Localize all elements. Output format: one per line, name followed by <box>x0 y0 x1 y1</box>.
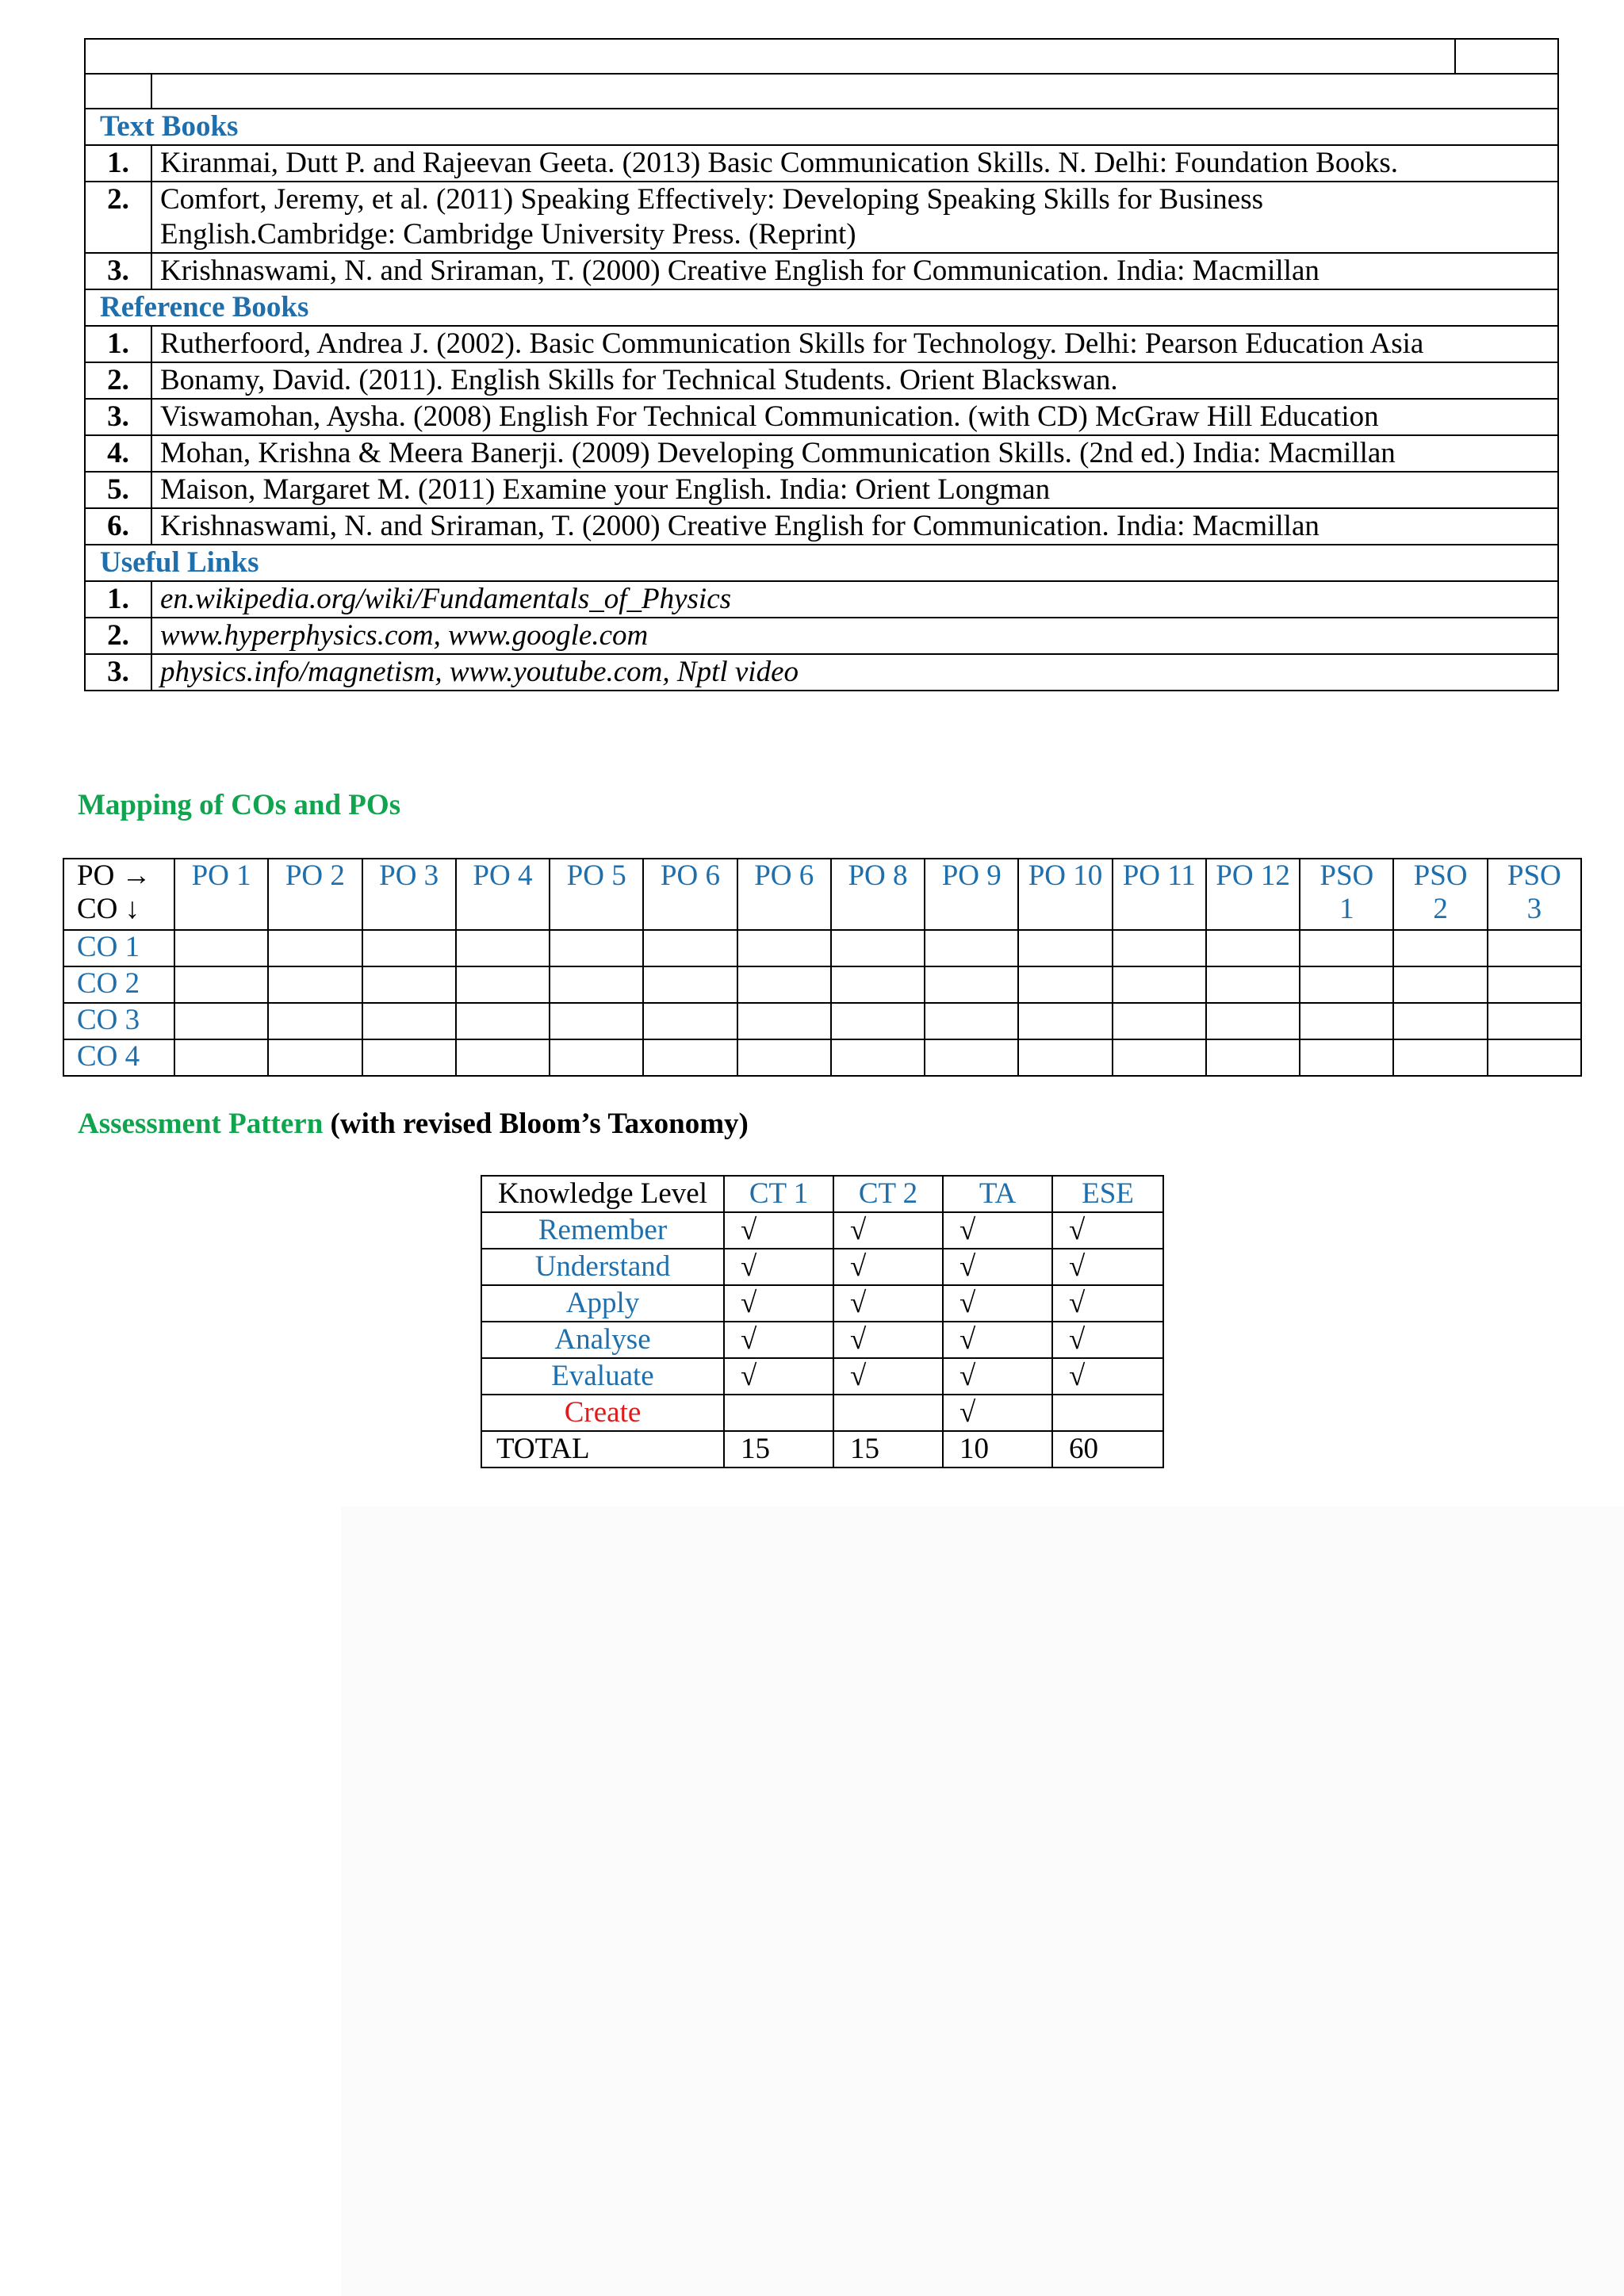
mapping-column-header: PO 11 <box>1113 859 1206 930</box>
co-axis-label: CO ↓ <box>77 893 140 925</box>
row-number: 3. <box>85 654 151 691</box>
mapping-row <box>63 1039 1581 1076</box>
co-label: CO 2 <box>63 966 174 1003</box>
mapping-corner-cell <box>63 859 174 930</box>
check-mark: √ <box>943 1285 1052 1322</box>
check-mark <box>724 1395 833 1431</box>
assessment-row <box>481 1249 1163 1285</box>
mapping-column-header: PSO 1 <box>1300 859 1393 930</box>
reference-books-heading: Reference Books <box>85 289 1558 326</box>
check-mark <box>1052 1395 1163 1431</box>
mapping-column-header: PO 3 <box>362 859 456 930</box>
useful-link-row <box>85 581 1558 618</box>
blank-row-top <box>85 39 1558 74</box>
row-number: 3. <box>85 399 151 435</box>
assessment-row <box>481 1285 1163 1322</box>
knowledge-level: Analyse <box>481 1322 724 1358</box>
mapping-column-header: PO 4 <box>456 859 550 930</box>
book-citation: Kiranmai, Dutt P. and Rajeevan Geeta. (2013) Basic Communication Skills. N. Delhi: Foundation Books. <box>151 145 1558 182</box>
row-number: 2. <box>85 182 151 253</box>
assessment-row <box>481 1358 1163 1395</box>
book-citation: Mohan, Krishna & Meera Banerji. (2009) Developing Communication Skills. (2nd ed.) India: Macmillan <box>151 435 1558 472</box>
assessment-heading-title: Assessment Pattern <box>78 1108 324 1140</box>
assessment-header-row <box>481 1176 1163 1212</box>
row-number: 2. <box>85 362 151 399</box>
mapping-column-header: PO 12 <box>1206 859 1300 930</box>
check-mark: √ <box>833 1249 943 1285</box>
knowledge-level-header: Knowledge Level <box>481 1176 724 1212</box>
check-mark <box>833 1395 943 1431</box>
mapping-column-header: PO 10 <box>1018 859 1112 930</box>
text-book-row <box>85 182 1558 253</box>
mapping-row <box>63 930 1581 966</box>
text-books-heading: Text Books <box>85 109 1558 145</box>
co-label: CO 3 <box>63 1003 174 1039</box>
check-mark: √ <box>1052 1358 1163 1395</box>
total-value: 15 <box>724 1431 833 1468</box>
knowledge-level: Understand <box>481 1249 724 1285</box>
mapping-column-header: PO 9 <box>925 859 1018 930</box>
citation-line: Comfort, Jeremy, et al. (2011) Speaking Effectively: Developing Speaking Skills for Business <box>160 183 1264 216</box>
co-label: CO 4 <box>63 1039 174 1076</box>
po-axis-label: PO → <box>77 859 151 892</box>
column-header: CT 1 <box>724 1176 833 1212</box>
knowledge-level: Evaluate <box>481 1358 724 1395</box>
assessment-heading <box>78 1107 749 1142</box>
mapping-column-header: PO 8 <box>831 859 925 930</box>
book-citation: Rutherfoord, Andrea J. (2002). Basic Communication Skills for Technology. Delhi: Pearson Education Asia <box>151 326 1558 362</box>
book-citation: Viswamohan, Aysha. (2008) English For Technical Communication. (with CD) McGraw Hill Education <box>151 399 1558 435</box>
mapping-column-header: PO 6 <box>737 859 831 930</box>
assessment-row <box>481 1212 1163 1249</box>
reference-book-row <box>85 472 1558 508</box>
mapping-heading: Mapping of COs and POs <box>78 789 401 821</box>
check-mark: √ <box>833 1358 943 1395</box>
assessment-row <box>481 1395 1163 1431</box>
total-value: 10 <box>943 1431 1052 1468</box>
knowledge-level: Create <box>481 1395 724 1431</box>
mapping-header-row <box>63 859 1581 930</box>
row-number: 3. <box>85 253 151 289</box>
book-citation <box>151 182 1558 253</box>
check-mark: √ <box>724 1249 833 1285</box>
knowledge-level: Remember <box>481 1212 724 1249</box>
check-mark: √ <box>943 1249 1052 1285</box>
assessment-pattern-table <box>481 1175 1164 1468</box>
total-value: 15 <box>833 1431 943 1468</box>
useful-link-row <box>85 618 1558 654</box>
assessment-row <box>481 1322 1163 1358</box>
column-header: TA <box>943 1176 1052 1212</box>
row-number: 1. <box>85 145 151 182</box>
check-mark: √ <box>943 1395 1052 1431</box>
citation-line: English.Cambridge: Cambridge University Press. (Reprint) <box>160 218 856 251</box>
total-value: 60 <box>1052 1431 1163 1468</box>
reference-book-row <box>85 508 1558 545</box>
text-book-row <box>85 253 1558 289</box>
text-books-heading-row <box>85 109 1558 145</box>
column-header: CT 2 <box>833 1176 943 1212</box>
useful-links-heading: Useful Links <box>85 545 1558 581</box>
check-mark: √ <box>943 1212 1052 1249</box>
check-mark: √ <box>1052 1322 1163 1358</box>
total-label: TOTAL <box>481 1431 724 1468</box>
mapping-column-header: PSO 3 <box>1488 859 1581 930</box>
check-mark: √ <box>1052 1249 1163 1285</box>
check-mark: √ <box>724 1212 833 1249</box>
mapping-row <box>63 1003 1581 1039</box>
check-mark: √ <box>724 1358 833 1395</box>
check-mark: √ <box>943 1322 1052 1358</box>
useful-link: en.wikipedia.org/wiki/Fundamentals_of_Physics <box>151 581 1558 618</box>
assessment-total-row <box>481 1431 1163 1468</box>
books-table <box>84 38 1559 691</box>
check-mark: √ <box>943 1358 1052 1395</box>
assessment-heading-subtitle: (with revised Bloom’s Taxonomy) <box>330 1108 749 1140</box>
book-citation: Krishnaswami, N. and Sriraman, T. (2000) Creative English for Communication. India: Macmillan <box>151 253 1558 289</box>
check-mark: √ <box>1052 1285 1163 1322</box>
row-number: 2. <box>85 618 151 654</box>
check-mark: √ <box>833 1285 943 1322</box>
useful-links-heading-row <box>85 545 1558 581</box>
page-background-shade <box>341 1506 1624 2296</box>
mapping-column-header: PO 1 <box>174 859 268 930</box>
reference-book-row <box>85 362 1558 399</box>
useful-link-row <box>85 654 1558 691</box>
check-mark: √ <box>833 1212 943 1249</box>
useful-link: www.hyperphysics.com, www.google.com <box>151 618 1558 654</box>
reference-book-row <box>85 326 1558 362</box>
text-book-row <box>85 145 1558 182</box>
reference-book-row <box>85 435 1558 472</box>
row-number: 5. <box>85 472 151 508</box>
book-citation: Bonamy, David. (2011). English Skills for Technical Students. Orient Blackswan. <box>151 362 1558 399</box>
row-number: 1. <box>85 581 151 618</box>
row-number: 1. <box>85 326 151 362</box>
row-number: 6. <box>85 508 151 545</box>
check-mark: √ <box>724 1285 833 1322</box>
check-mark: √ <box>1052 1212 1163 1249</box>
column-header: ESE <box>1052 1176 1163 1212</box>
blank-row-second <box>85 74 1558 109</box>
mapping-column-header: PO 5 <box>550 859 643 930</box>
row-number: 4. <box>85 435 151 472</box>
co-label: CO 1 <box>63 930 174 966</box>
useful-link: physics.info/magnetism, www.youtube.com, Nptl video <box>151 654 1558 691</box>
book-citation: Maison, Margaret M. (2011) Examine your English. India: Orient Longman <box>151 472 1558 508</box>
check-mark: √ <box>724 1322 833 1358</box>
knowledge-level: Apply <box>481 1285 724 1322</box>
book-citation: Krishnaswami, N. and Sriraman, T. (2000) Creative English for Communication. India: Macmillan <box>151 508 1558 545</box>
mapping-column-header: PO 6 <box>643 859 737 930</box>
mapping-column-header: PO 2 <box>268 859 362 930</box>
co-po-mapping-table <box>63 858 1582 1077</box>
reference-books-heading-row <box>85 289 1558 326</box>
mapping-column-header: PSO 2 <box>1393 859 1487 930</box>
reference-book-row <box>85 399 1558 435</box>
check-mark: √ <box>833 1322 943 1358</box>
mapping-row <box>63 966 1581 1003</box>
